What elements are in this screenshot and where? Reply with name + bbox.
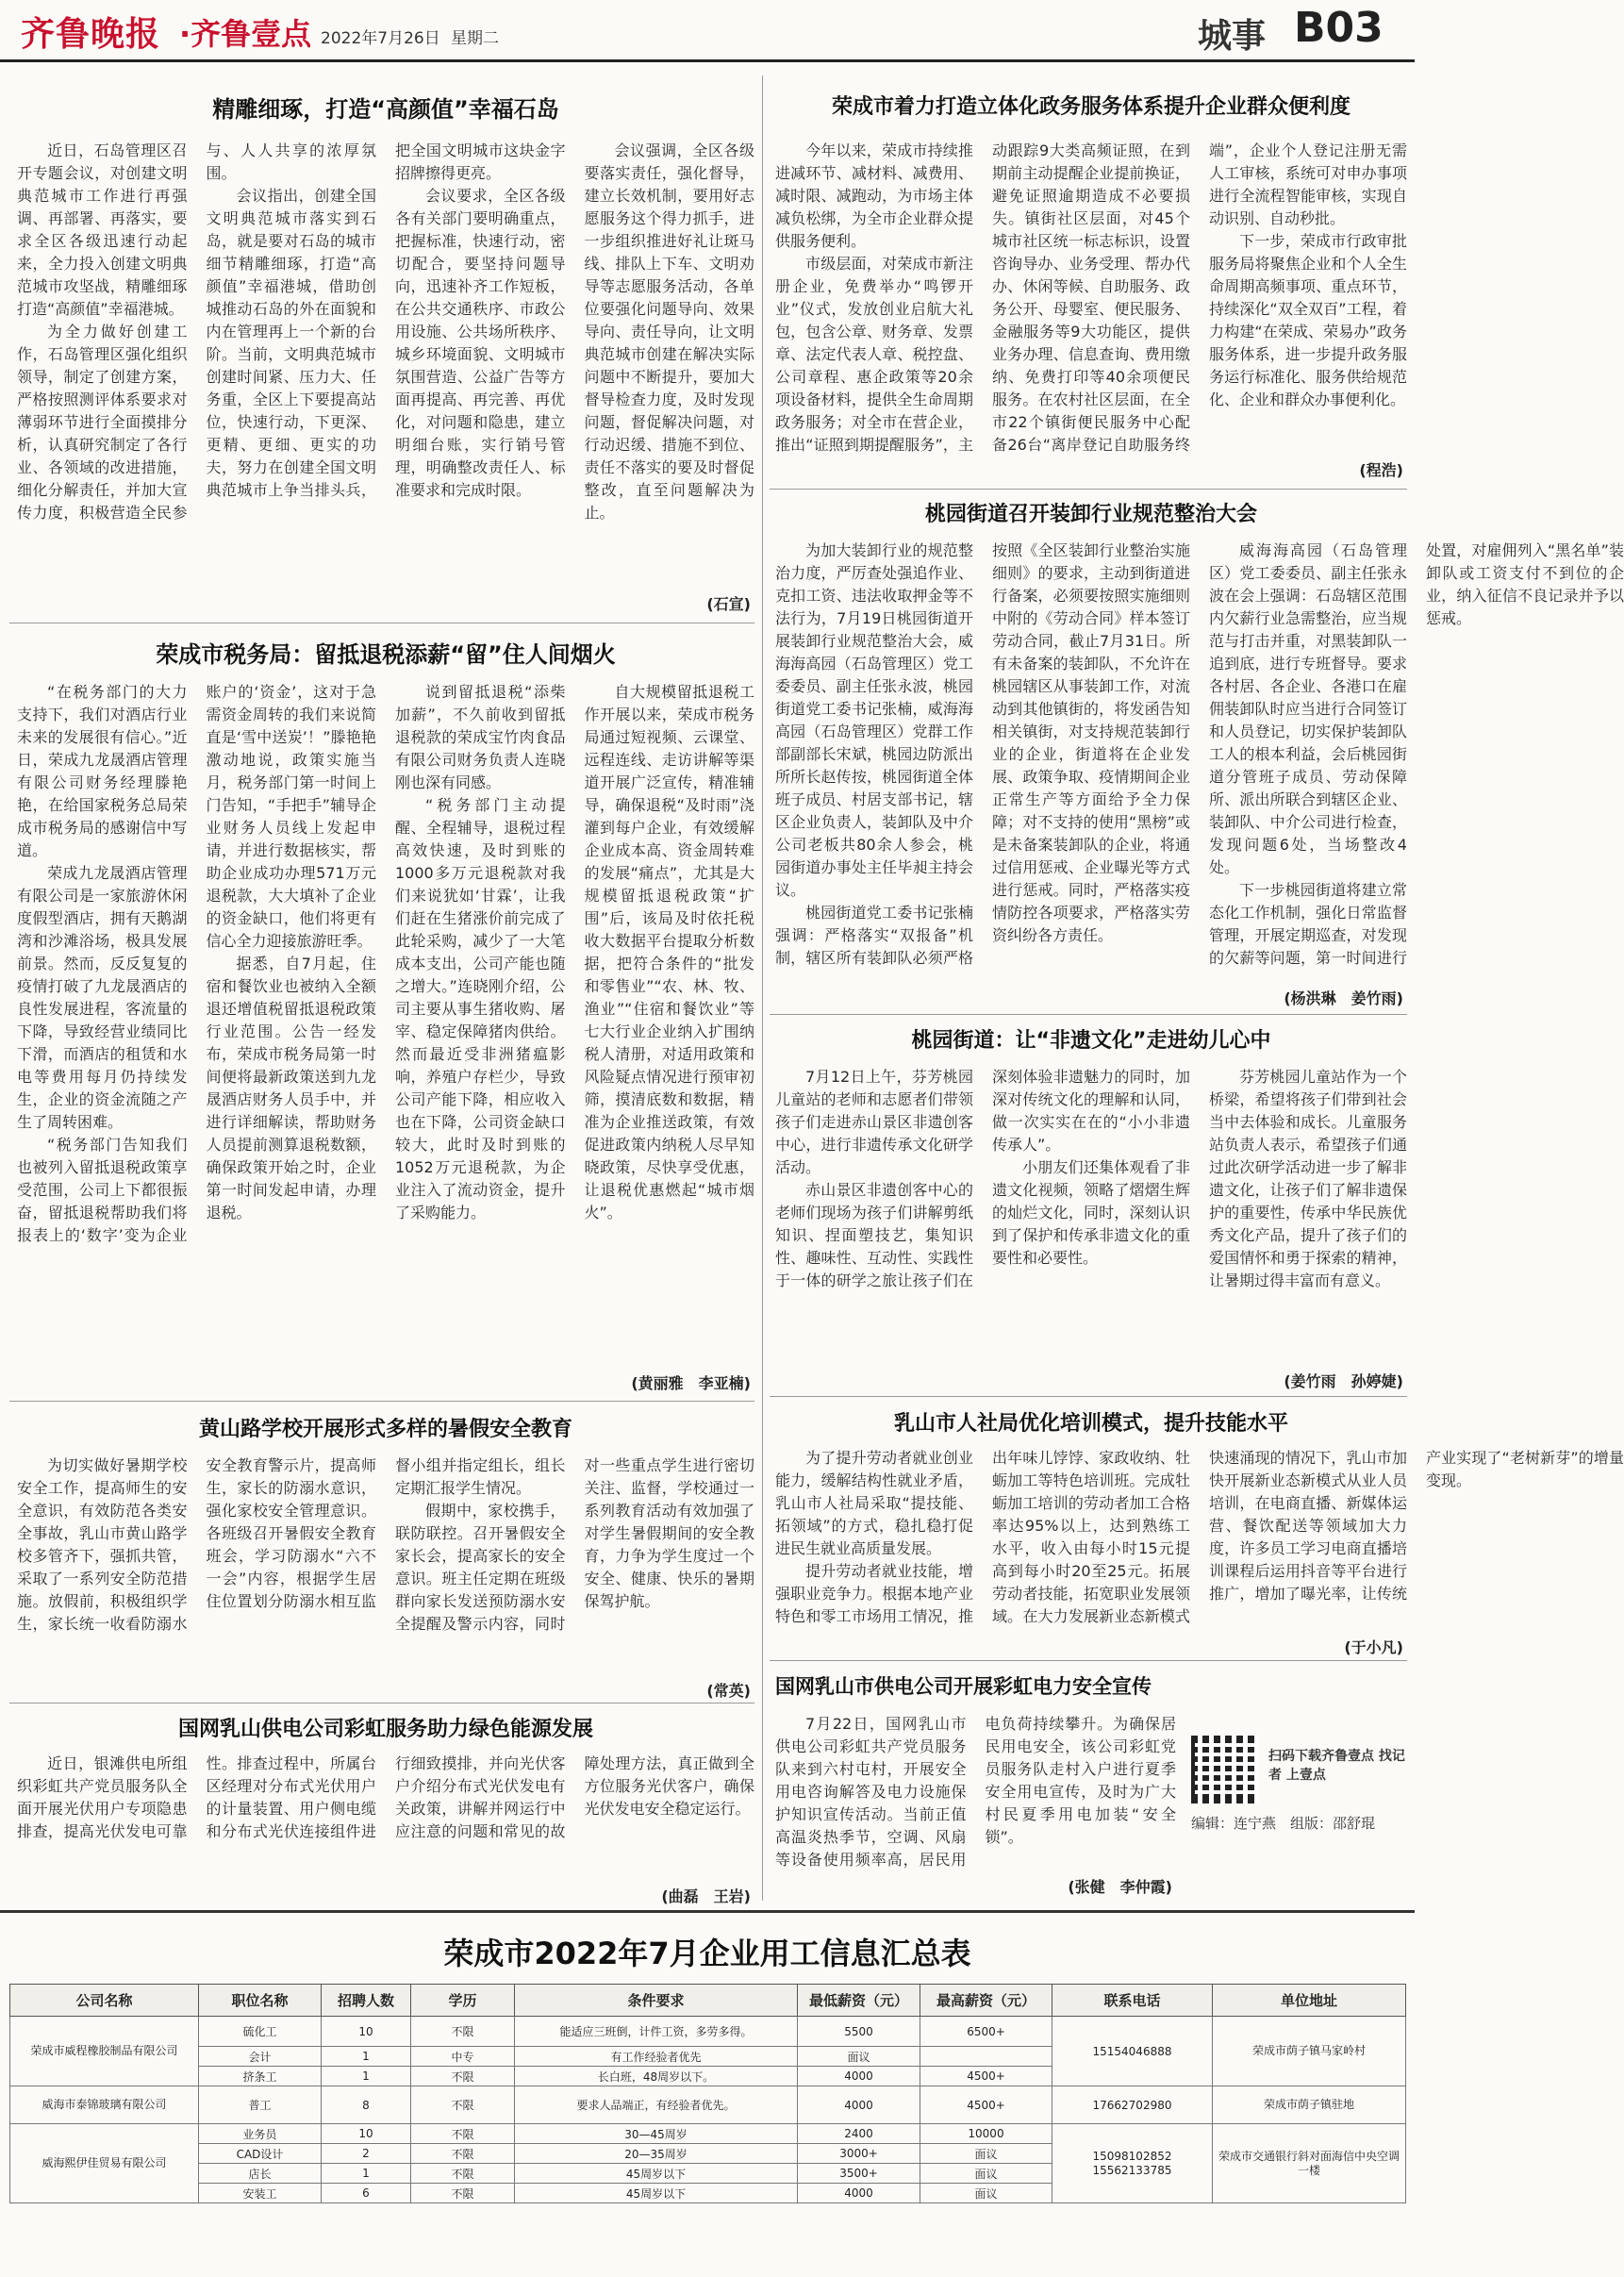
phone: 15154046888 <box>1052 2017 1213 2086</box>
header-phone: 联系电话 <box>1052 1985 1213 2017</box>
issue-weekday: 星期二 <box>451 29 499 48</box>
qr-code-pattern <box>1191 1736 1259 1803</box>
qr-caption: 扫码下载齐鲁壹点 找记者 上壹点 <box>1268 1749 1405 1783</box>
article-body <box>775 140 1407 457</box>
article-byline: (于小凡) <box>1344 1638 1403 1656</box>
max-salary: 4500+ <box>920 2086 1052 2124</box>
requirements: 要求人品端正，有经验者优先。 <box>515 2086 798 2124</box>
header-max-salary: 最高薪资（元） <box>920 1985 1052 2017</box>
table-top-rule <box>0 1910 1415 1913</box>
paragraph: 桃园街道党工委书记张楠强调：严格落实“双报备”机制，辖区所有装卸队必须严格按照《全区装卸行业整治实施细则》的要求，主动到街道进行备案，必须要按照实施细则中附的《劳动合同》样本签订劳动合同，截止7月31日。所有未备案的装卸队，不允许在桃园辖区从事装卸工作，对流动到其他镇街的，将发函告知相关镇街，对支持规范装卸行业的企业，街道将在企业发展、政策争取、疫情期间企业正常生产等方面给予全力保障；对不支持的使用“黑榜”或是未备案装卸队的企业，将通过信用惩戒、企业曝光等方式进行惩戒。同时，严格落实疫情防控各项要求，严格落实劳资纠纷各方责任。 <box>775 541 1190 967</box>
max-salary <box>920 2047 1052 2067</box>
article-byline: (姜竹雨 孙婷婕) <box>1284 1372 1403 1390</box>
article-body <box>775 1066 1407 1368</box>
section-divider <box>9 1703 754 1704</box>
paragraph: 小朋友们还集体观看了非遗文化视频，领略了熠熠生辉的灿烂文化，同时，深刻认识到了保护和传承非遗文化的重要性和必要性。 <box>992 1158 1190 1267</box>
sub-brand: ·齐鲁壹点 <box>179 16 312 52</box>
count: 1 <box>322 2067 411 2086</box>
requirements: 20—35周岁 <box>515 2144 798 2164</box>
count: 1 <box>322 2047 411 2067</box>
max-salary: 面议 <box>920 2144 1052 2164</box>
paragraph: 为了提升劳动者就业创业能力，缓解结构性就业矛盾，乳山市人社局采取“提技能、拓领域”的方式，稳扎稳打促进民生就业高质量发展。 <box>775 1449 973 1557</box>
count: 1 <box>322 2164 411 2184</box>
section-divider <box>770 489 1407 490</box>
education: 不限 <box>411 2144 515 2164</box>
article-title: 国网乳山供电公司彩虹服务助力绿色能源发展 <box>177 1718 593 1741</box>
section-divider <box>770 1014 1407 1015</box>
newspaper-logo: 齐鲁晚报 <box>21 14 161 54</box>
address: 荣成市交通银行斜对面海信中央空调一楼 <box>1213 2124 1406 2203</box>
min-salary: 5500 <box>798 2017 920 2047</box>
column-divider <box>762 75 763 1901</box>
header-education: 学历 <box>411 1985 515 2017</box>
requirements: 有工作经验者优先 <box>515 2047 798 2067</box>
max-salary: 6500+ <box>920 2017 1052 2047</box>
header-requirements: 条件要求 <box>515 1985 798 2017</box>
position: CAD设计 <box>199 2144 322 2164</box>
min-salary: 3500+ <box>798 2164 920 2184</box>
header-count: 招聘人数 <box>322 1985 411 2017</box>
article-loading-industry <box>775 494 1624 1008</box>
header-min-salary: 最低薪资（元） <box>798 1985 920 2017</box>
requirements: 30—45周岁 <box>515 2124 798 2144</box>
paragraph: 会议要求，全区各级各有关部门要明确重点，把握标准，快速行动，密切配合，要坚持问题导向，迅速补齐工作短板，在公共交通秩序、市政公用设施、公共场所秩序、城乡环境面貌、文明城市氛围营造、公益广告等方面再提高、再完善、再优化，对问题和隐患，建立明细台账，实行销号管理，明确整改责任人、标准要求和完成时限。 <box>395 187 566 499</box>
table-row <box>10 2017 1406 2047</box>
max-salary: 面议 <box>920 2164 1052 2184</box>
position: 普工 <box>199 2086 322 2124</box>
article-title: 乳山市人社局优化培训模式，提升技能水平 <box>893 1412 1288 1436</box>
company-name: 威海熙伊佳贸易有限公司 <box>10 2124 199 2203</box>
editor-credits: 编辑：连宁燕 组版：邵舒琨 <box>1191 1815 1376 1832</box>
paragraph: 威海海高园（石岛管理区）党工委委员、副主任张永波在会上强调：石岛辖区范围内欠薪行业急需整治，应当规范与打击并重，对黑装卸队一追到底，进行专班督导。要求各村居、各企业、各港口在雇佣装卸队时应当进行合同签订和人员登记，切实保护装卸队工人的根本利益，会后桃园街道分管班子成员、劳动保障所、派出所联合到辖区企业、装卸队、中介公司进行检查，发现问题6处，当场整改4处。 <box>1209 541 1407 876</box>
article-byline: (张健 李仲霞) <box>1068 1878 1172 1896</box>
paragraph: 近日，石岛管理区召开专题会议，对创建文明典范城市工作进行再强调、再部署、再落实，要求全区各级迅速行动起来，全力投入创建文明典范城市攻坚战，精雕细琢打造“高颜值”幸福港城。 <box>17 141 188 318</box>
article-title: 桃园街道：让“非遗文化”走进幼儿心中 <box>911 1029 1271 1053</box>
article-body <box>775 1713 1176 1871</box>
paragraph: 下一步桃园街道将建立常态化工作机制，强化日常监督管理，开展定期巡查，对发现的欠薪等问题，第一时间进行处置，对雇佣列入“黑名单”装卸队或工资支付不到位的企业，纳入征信不良记录并予以惩戒。 <box>1209 541 1624 967</box>
article-shidao <box>17 85 754 613</box>
article-summer-safety <box>17 1407 754 1698</box>
paragraph: 提升劳动者就业技能，增强职业竞争力。根据本地产业特色和零工市场用工情况，推出年味儿饽饽、家政收纳、牡蛎加工等特色培训班。完成牡蛎加工培训的劳动者加工合格率达95%以上，达到熟练工水平，收入由每小时15元提高到每小时20至25元。拓展劳动者技能，拓宽职业发展领域。在大力发展新业态新模式快速涌现的情况下，乳山市加快开展新业态新模式从业人员培训，在电商直播、新媒体运营、餐饮配送等领域加大力度，许多员工学习电商直播培训课程后运用抖音等平台进行推广，增加了曝光率，让传统产业实现了“老树新芽”的增量变现。 <box>775 1449 1624 1625</box>
header-address: 单位地址 <box>1213 1985 1406 2017</box>
paragraph: 为切实做好暑期学校安全工作，提高师生的安全意识，有效防范各类安全事故，乳山市黄山路学校多管齐下，强抓共管，采取了一系列安全防范措施。放假前，积极组织学生，家长统一收看防溺水安全教育警示片，提高师生，家长的防溺水意识，强化家校安全管理意识。各班级召开暑假安全教育班会，学习防溺水“六不一会”内容，根据学生居住位置划分防溺水相互监督小组并指定组长，组长定期汇报学生情况。 <box>17 1456 566 1633</box>
requirements: 45周岁以下 <box>515 2164 798 2184</box>
article-byline: (程浩) <box>1359 461 1403 479</box>
count: 8 <box>322 2086 411 2124</box>
issue-date: 2022年7月26日 <box>321 29 440 48</box>
requirements: 能适应三班倒，计件工资，多劳多得。 <box>515 2017 798 2047</box>
paragraph: “税务部门告知我们也被列入留抵退税政策享受范围，公司上下都很振奋，留抵退税帮助我们将报表上的‘数字’变为企业账户的‘资金’，这对于急需资金周转的我们来说简直是‘雪中送炭’！”滕艳艳激动地说，政策实施当月，税务部门第一时间上门告知，“手把手”辅导企业财务人员线上发起申请，并进行数据核实，帮助企业成功办理571万元退税款，大大填补了企业的资金缺口，他们将更有信心全力迎接旅游旺季。 <box>17 683 376 1244</box>
min-salary: 4000 <box>798 2184 920 2203</box>
table-row <box>10 2124 1406 2144</box>
count: 2 <box>322 2144 411 2164</box>
page-number: B03 <box>1294 4 1384 52</box>
position: 安装工 <box>199 2184 322 2203</box>
article-rainbow-safety <box>775 1668 1176 1903</box>
education: 不限 <box>411 2164 515 2184</box>
article-green-energy <box>17 1709 754 1903</box>
count: 10 <box>322 2017 411 2047</box>
paragraph: 7月12日上午，芬芳桃园儿童站的老师和志愿者们带领孩子们走进赤山景区非遗创客中心，进行非遗传承文化研学活动。 <box>775 1068 973 1176</box>
paragraph: 赤山景区非遗创客中心的老师们现场为孩子们讲解剪纸知识、捏面塑技艺，集知识性、趣味性、互动性、实践性于一体的研学之旅让孩子们在深刻体验非遗魅力的同时，加深对传统文化的理解和认同，做一次实实在在的“小小非遗传承人”。 <box>775 1068 1190 1289</box>
count: 10 <box>322 2124 411 2144</box>
article-body <box>775 540 1624 985</box>
company-name: 威海市泰锦玻璃有限公司 <box>10 2086 199 2124</box>
masthead <box>0 0 1415 62</box>
paragraph: 今年以来，荣成市持续推进减环节、减材料、减费用、减时限、减跑动，为市场主体减负松绑，为全市企业群众提供服务便利。 <box>775 141 973 250</box>
paragraph: “在税务部门的大力支持下，我们对酒店行业未来的发展很有信心。”近日，荣成九龙晟酒店管理有限公司财务经理滕艳艳，在给国家税务总局荣成市税务局的感谢信中写道。 <box>17 683 188 859</box>
section-divider <box>770 1660 1407 1661</box>
article-heritage <box>775 1021 1407 1390</box>
phone: 15098102852 15562133785 <box>1052 2124 1213 2203</box>
position: 挤条工 <box>199 2067 322 2086</box>
paragraph: 芬芳桃园儿童站作为一个桥梁，希望将孩子们带到社会当中去体验和成长。儿童服务站负责人表示，希望孩子们通过此次研学活动进一步了解非遗文化，让孩子们了解非遗保护的重要性，传承中华民族优秀文化产品，提升了孩子们的爱国情怀和勇于探索的精神，让暑期过得丰富而有意义。 <box>1209 1068 1407 1289</box>
paragraph: 假期中，家校携手，联防联控。召开暑假安全家长会，提高家长的安全意识。班主任定期在班级群向家长发送预防溺水安全提醒及警示内容，同时对一些重点学生进行密切关注、监督，学校通过一系列教育活动有效加强了对学生暑假期间的安全教育，力争为学生度过一个安全、健康、快乐的暑期保驾护航。 <box>395 1456 754 1633</box>
article-tax-bureau <box>17 630 754 1394</box>
education: 不限 <box>411 2067 515 2086</box>
paragraph: 会议强调，全区各级要落实责任，强化督导，建立长效机制，要用好志愿服务这个得力抓手，进一步组织推进好礼让斑马线、排队上下车、文明劝导等志愿服务活动，各单位要强化问题导向、效果导向、责任导向，让文明典范城市创建在解决实际问题中不断提升，要加大督导检查力度，及时发现问题，督促解决问题，对行动迟缓、措施不到位、责任不落实的要及时督促整改，直至问题解决为止。 <box>584 141 754 522</box>
count: 6 <box>322 2184 411 2203</box>
address: 荣成市荫子镇驻地 <box>1213 2086 1406 2124</box>
paragraph: 荣成九龙晟酒店管理有限公司是一家旅游休闲度假型酒店，拥有天鹅湖湾和沙滩浴场，极具发展前景。然而，反反复复的疫情打破了九龙晟酒店的良性发展进程，客流量的下降，导致经营业绩同比下滑，而酒店的租赁和水电等费用每月仍持续发生，企业的资金流随之产生了周转困难。 <box>17 864 188 1131</box>
paragraph: 市级层面，对荣成市新注册企业，免费举办“鸣锣开业”仪式，发放创业启航大礼包，包含公章、财务章、发票章、法定代表人章、税控盘、公司章程、惠企政策等20余项设备材料，提供全生命周期政务服务；对全市在营企业，推出“证照到期提醒服务”，主动跟踪9大类高频证照，在到期前主动提醒企业提前换证，避免证照逾期造成不必要损失。镇街社区层面，对45个城市社区统一标志标识，设置咨询导办、业务受理、帮办代办、休闲等候、自助服务、政务公开、母婴室、便民服务、金融服务等9大功能区，提供业务办理、信息查询、费用缴纳、免费打印等40余项便民服务。在农村社区层面，在全市22个镇街便民服务中心配备26台“离岸登记自助服务终端”，企业个人登记注册无需人工审核，系统可对申办事项进行全流程智能审核，实现自动识别、自动秒批。 <box>775 141 1407 454</box>
education: 不限 <box>411 2184 515 2203</box>
phone: 17662702980 <box>1052 2086 1213 2124</box>
section-name: 城事 <box>1198 17 1267 56</box>
min-salary: 4000 <box>798 2086 920 2124</box>
min-salary: 3000+ <box>798 2144 920 2164</box>
paragraph: 会议指出，创建全国文明典范城市落实到石岛，就是要对石岛的城市细节精雕细琢，打造“高颜值”幸福港城，借助创城推动石岛的外在面貌和内在管理再上一个新的台阶。当前，文明典范城市创建时间紧、压力大、任务重，全区上下要提高站位，快速行动，下更深、更精、更细、更实的功夫，努力在创建全国文明典范城市上争当排头兵，把全国文明城市这块金字招牌擦得更亮。 <box>206 141 566 499</box>
position: 硫化工 <box>199 2017 322 2047</box>
requirements: 长白班，48周岁以下。 <box>515 2067 798 2086</box>
paragraph: 说到留抵退税“添柴加薪”，不久前收到留抵退税款的荣成宝竹肉食品有限公司财务负责人连晓刚也深有同感。 <box>395 683 566 791</box>
paragraph: 据悉，自7月起，住宿和餐饮业也被纳入全额退还增值税留抵退税政策行业范围。公告一经发布，荣成市税务局第一时间便将最新政策送到九龙晟酒店财务人员手中，并进行详细解读，帮助财务人员提前测算退税数额，确保政策开始之时，企业第一时间发起申请，办理退税。 <box>206 955 376 1222</box>
table-header-row <box>10 1985 1406 2017</box>
article-gov-service <box>775 85 1407 481</box>
article-body <box>17 1753 754 1888</box>
position: 店长 <box>199 2164 322 2184</box>
max-salary: 4500+ <box>920 2067 1052 2086</box>
max-salary: 10000 <box>920 2124 1052 2144</box>
article-body <box>17 1454 754 1677</box>
education: 不限 <box>411 2086 515 2124</box>
article-byline: (杨洪琳 姜竹雨) <box>1284 989 1403 1007</box>
article-title: 荣成市着力打造立体化政务服务体系提升企业群众便利度 <box>831 95 1351 119</box>
article-title: 黄山路学校开展形式多样的暑假安全教育 <box>198 1418 572 1441</box>
address: 荣成市荫子镇马家岭村 <box>1213 2017 1406 2086</box>
education: 不限 <box>411 2017 515 2047</box>
paragraph: “税务部门主动提醒、全程辅导，退税过程高效快速，及时到账的1000多万元退税款对我们来说犹如‘甘霖’，让我们赶在生猪涨价前完成了此轮采购，减少了一大笔成本支出，公司产能也随之增大。”连晓刚介绍，公司主要从事生猪收购、屠宰、稳定保障猪肉供给。然而最近受非洲猪瘟影响，养殖户存栏少，导致公司产能下降，相应收入也在下降，公司资金缺口较大，此时及时到账的1052万元退税款，为企业注入了流动资金，提升了采购能力。 <box>395 796 566 1222</box>
article-title: 精雕细琢，打造“高颜值”幸福石岛 <box>212 96 559 123</box>
position: 业务员 <box>199 2124 322 2144</box>
table-row <box>10 2086 1406 2124</box>
article-title: 桃园街道召开装卸行业规范整治大会 <box>924 503 1257 526</box>
min-salary: 4000 <box>798 2067 920 2086</box>
article-body <box>17 681 754 1370</box>
max-salary: 面议 <box>920 2184 1052 2203</box>
table-title: 荣成市2022年7月企业用工信息汇总表 <box>443 1936 971 1971</box>
paragraph: 近日，银滩供电所组织彩虹共产党员服务队全面开展光伏用户专项隐患排查，提高光伏发电可靠性。排查过程中，所属台区经理对分布式光伏用户的计量装置、用户侧电缆和分布式光伏连接组件进行细致摸排，并向光伏客户介绍分布式光伏发电有关政策，讲解并网运行中应注意的问题和常见的故障处理方法，真正做到全方位服务光伏客户，确保光伏发电安全稳定运行。 <box>17 1754 754 1840</box>
education: 不限 <box>411 2124 515 2144</box>
header-position: 职位名称 <box>199 1985 322 2017</box>
paragraph: 7月22日，国网乳山市供电公司彩虹共产党员服务队来到六村屯村，开展安全用电咨询解答及电力设施保护知识宣传活动。当前正值高温炎热季节，空调、风扇等设备使用频率高，居民用电负荷持续攀升。为确保居民用电安全，该公司彩虹党员服务队走村入户进行夏季安全用电宣传，及时为广大村民夏季用电加装“安全锁”。 <box>775 1715 1176 1869</box>
min-salary: 面议 <box>798 2047 920 2067</box>
article-byline: (石宣) <box>706 595 751 613</box>
paragraph: 下一步，荣成市行政审批服务局将聚焦企业和个人全生命周期高频事项、重点环节，持续深化“双全双百”工程，着力构建“在荣成、荣易办”政务服务体系，进一步提升政务服务运行标准化、服务供给规范化、企业和群众办事便利化。 <box>1209 232 1407 408</box>
section-divider <box>770 1396 1407 1397</box>
article-byline: (常英) <box>706 1682 751 1700</box>
company-name: 荣成市威程橡胶制品有限公司 <box>10 2017 199 2086</box>
article-body <box>775 1447 1624 1636</box>
article-body <box>17 140 754 592</box>
article-title: 荣成市税务局：留抵退税添薪“留”住人间烟火 <box>156 641 616 668</box>
paragraph: 为全力做好创建工作，石岛管理区强化组织领导，制定了创建方案，严格按照测评体系要求对薄弱环节进行全面摸排分析，认真研究制定了各行业、各领域的改进措施，细化分解责任，并加大宣传力度，积极营造全民参与、人人共享的浓厚氛围。 <box>17 141 376 522</box>
paragraph: 为加大装卸行业的规范整治力度，严厉查处强追作业、克扣工资、违法收取押金等不法行为，7月19日桃园街道开展装卸行业规范整治大会，威海海高园（石岛管理区）党工委委员、副主任张永波，桃园街道党工委书记张楠，威海海高园（石岛管理区）党群工作部副部长宋斌，桃园边防派出所所长赵传按，桃园街道全体班子成员、村居支部书记，辖区企业负责人，装卸队及中介公司老板共80余人参会，桃园街道办事处主任毕昶主持会议。 <box>775 541 973 899</box>
requirements: 45周岁以下 <box>515 2184 798 2203</box>
article-byline: (曲磊 王岩) <box>661 1887 751 1905</box>
paragraph: 自大规模留抵退税工作开展以来，荣成市税务局通过短视频、云课堂、远程连线、走访讲解等渠道开展广泛宣传，精准辅导，确保退税“及时雨”浇灌到每户企业，有效缓解企业成本高、资金周转难的发展“痛点”，尤其是大规模留抵退税政策“扩围”后，该局及时依托税收大数据平台提取分析数据，把符合条件的“批发和零售业”“农、林、牧、渔业”“住宿和餐饮业”等七大行业企业纳入扩围纳税人清册，对适用政策和风险疑点情况进行预审初筛，摸清底数和数据，精准为企业推送政策，有效促进政策内纳税人尽早知晓政策，尽快享受优惠，让退税优惠燃起“城市烟火”。 <box>584 683 754 1222</box>
article-byline: (黄丽雅 李亚楠) <box>631 1374 751 1392</box>
position: 会计 <box>199 2047 322 2067</box>
education: 中专 <box>411 2047 515 2067</box>
section-divider <box>9 1401 754 1402</box>
article-skills-training <box>775 1404 1624 1656</box>
min-salary: 2400 <box>798 2124 920 2144</box>
article-title: 国网乳山市供电公司开展彩虹电力安全宣传 <box>775 1675 1152 1698</box>
job-table <box>9 1984 1406 2203</box>
header-company: 公司名称 <box>10 1985 199 2017</box>
